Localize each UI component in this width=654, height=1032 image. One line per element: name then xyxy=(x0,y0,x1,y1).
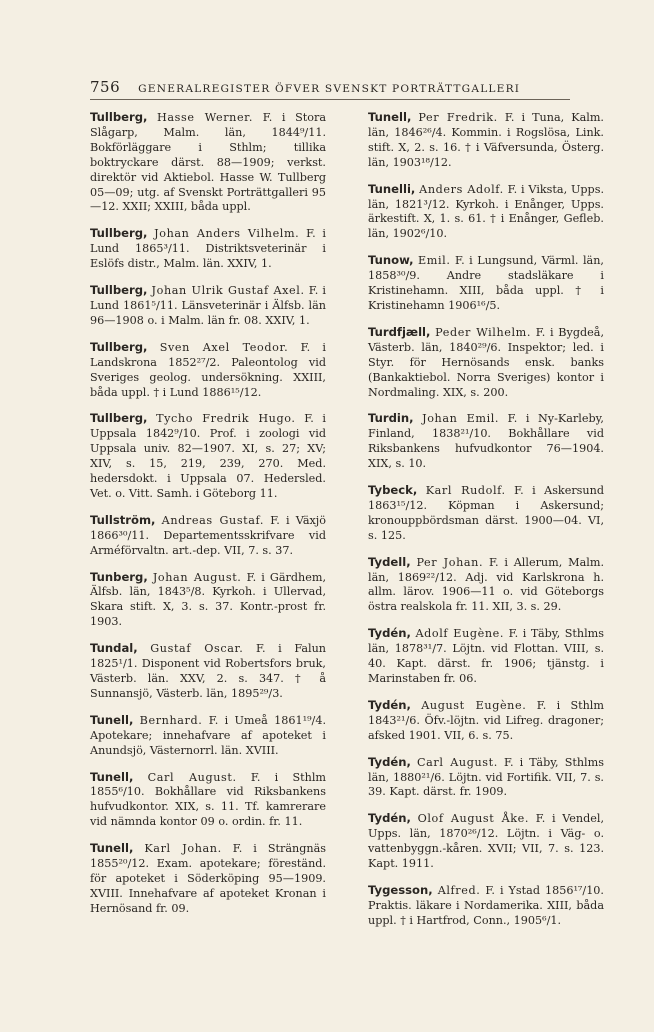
register-entry xyxy=(368,883,604,929)
entry-given-names: Johan Ulrik Gustaf Axel. xyxy=(151,284,305,298)
entry-given-names: Emil. xyxy=(418,254,451,268)
entry-surname: Tunell, xyxy=(90,769,134,784)
register-entry xyxy=(90,226,326,272)
entry-given-names: Bernhard. xyxy=(139,713,203,727)
entry-details: F. i Strängnäs 1855²⁰/12. Exam. apotekare; föreständ. för apoteket i Söderköping 95—1909. XVIII. Innehafvare af apoteket Kronan i Hernösand fr. 09. xyxy=(90,842,326,915)
left-column xyxy=(90,110,326,928)
register-entry xyxy=(368,253,604,314)
entry-details: F. i Sthlm 1855⁶/10. Bokhållare vid Riksbankens hufvudkontor. XIX, s. 11. Tf. kamrerare vid nämnda kontor 09 o. ordin. fr. 11. xyxy=(90,770,327,829)
right-column xyxy=(368,110,604,940)
entry-details: F. i Umeå 1861¹⁹/4. Apotekare; innehafvare af apoteket i Anundsjö, Västernorrl. län. XVIII. xyxy=(90,713,326,757)
entry-given-names: Adolf Eugène. xyxy=(415,627,505,641)
running-title: GENERALREGISTER ÖFVER SVENSKT PORTRÄTTGALLERI xyxy=(138,83,521,95)
entry-surname: Tydén, xyxy=(368,626,411,641)
entry-surname: Turdin, xyxy=(368,411,414,426)
register-entry xyxy=(90,570,326,631)
entry-surname: Tullberg, xyxy=(90,226,148,241)
entry-surname: Tydén, xyxy=(368,697,411,712)
entry-given-names: Sven Axel Teodor. xyxy=(159,340,289,354)
entry-given-names: Carl August. xyxy=(417,755,498,769)
page-header xyxy=(90,78,570,100)
entry-details: F. i Sthlm 1843²¹/6. Öfv.-löjtn. vid Lifreg. dragoner; afsked 1901. VII, 6. s. 75. xyxy=(368,698,604,742)
entry-details: F. i Uppsala 1842⁹/10. Prof. i zoologi vid Uppsala univ. 82—1907. XI, s. 27; XV; XIV, s. 15, 219, 239, 270. Med. hedersdokt. i Uppsala 07. Hedersled. Vet. o. Vitt. Samh. i Göteborg 11. xyxy=(90,412,326,500)
entry-given-names: Anders Adolf. xyxy=(419,182,504,196)
entry-given-names: Per Johan. xyxy=(416,555,484,569)
page-number: 756 xyxy=(90,78,121,96)
register-entry xyxy=(368,698,604,744)
entry-given-names: Gustaf Oscar. xyxy=(150,642,244,656)
register-entry xyxy=(368,325,604,401)
entry-surname: Tybeck, xyxy=(368,483,418,498)
register-entry xyxy=(90,283,326,329)
entry-given-names: Karl Johan. xyxy=(144,842,222,856)
entry-details: F. i Ny-Karleby, Finland, 1838²¹/10. Bokhållare vid Riksbankens hufvudkontor 76—1904. XIX, s. 10. xyxy=(368,412,604,471)
entry-given-names: Tycho Fredrik Hugo. xyxy=(156,412,296,426)
entry-details: F. i Lund 1861⁵/11. Länsveterinär i Älfsb. län 96—1908 o. i Malm. län fr. 08. XXIV, 1. xyxy=(90,284,326,327)
entry-details: F. i Stora Slågarp, Malm. län, 1844⁹/11. Bokförläggare i Sthlm; tillika boktryckare därst. 88—1909; verkst. direktör vid Aktiebol. Hasse W. Tullberg 05—09; utg. af Svenskt Porträttgalleri 95—12. XXII; XXIII, båda uppl. xyxy=(90,111,326,214)
entry-details: F. i Lund 1865³/11. Distriktsveterinär i Eslöfs distr., Malm. län. XXIV, 1. xyxy=(90,227,326,271)
register-entry xyxy=(90,713,326,759)
register-entry xyxy=(368,626,604,687)
register-entry xyxy=(368,555,604,616)
entry-given-names: Johan August. xyxy=(152,570,242,584)
entry-given-names: Hasse Werner. xyxy=(157,111,254,124)
entry-details: F. i Bygdeå, Västerb. län, 1840²⁹/6. Inspektor; led. i Styr. för Hernösands ensk. banks (Bankaktiebol. Norra Sveriges) kontor i Nordmaling. XIX, s. 200. xyxy=(368,325,605,399)
entry-given-names: Andreas Gustaf. xyxy=(161,513,265,527)
entry-details: F. i Växjö 1866³⁰/11. Departementsskrifvare vid Arméförvaltn. art.-dep. VII, 7. s. 37. xyxy=(90,513,327,557)
entry-surname: Tydén, xyxy=(368,811,411,826)
entry-given-names: Johan Anders Vilhelm. xyxy=(154,227,300,241)
entry-surname: Tunow, xyxy=(368,253,414,268)
register-entry xyxy=(368,182,604,243)
entry-given-names: Johan Emil. xyxy=(422,412,500,426)
entry-given-names: Alfred. xyxy=(437,883,481,897)
register-entry xyxy=(368,411,604,472)
entry-surname: Tundal, xyxy=(90,641,138,656)
entry-given-names: Olof August Åke. xyxy=(417,812,530,826)
register-entry xyxy=(90,340,326,401)
entry-surname: Tunell, xyxy=(368,110,412,124)
register-entry xyxy=(90,411,326,501)
entry-given-names: Per Fredrik. xyxy=(418,111,498,124)
entry-details: F. i Lungsund, Värml. län, 1858³⁰/9. Andre stadsläkare i Kristinehamn. XIII, båda uppl. † i Kristinehamn 1906¹⁶/5. xyxy=(368,254,604,312)
entry-details: F. i Vendel, Upps. län, 1870²⁶/12. Löjtn. i Väg- o. vattenbyggn.-kåren. XVII; VII, 7. s. 123. Kapt. 1911. xyxy=(368,812,605,871)
entry-details: F. i Askersund 1863¹⁵/12. Köpman i Askersund; kronouppbördsman därst. 1900—04. VI, s. 125. xyxy=(368,484,604,542)
entry-details: F. i Tuna, Kalm. län, 1846²⁶/4. Kommin. i Rogslösa, Link. stift. X, 2. s. 16. † i Väfversunda, Österg. län, 1903¹⁸/12. xyxy=(368,111,604,169)
register-entry xyxy=(90,641,326,702)
register-entry xyxy=(90,110,326,215)
register-entry xyxy=(368,110,604,171)
entry-surname: Tunelli, xyxy=(368,181,416,196)
register-entry xyxy=(90,841,326,917)
entry-details: F. i Allerum, Malm. län, 1869²²/12. Adj. vid Karlskrona h. allm. lärov. 1906—11 o. vid Göteborgs östra realskola fr. 11. XII, 3. s. 29. xyxy=(368,555,604,614)
register-entry xyxy=(368,483,604,544)
entry-surname: Tullberg, xyxy=(90,283,148,298)
entry-details: F. i Täby, Sthlms län, 1878³¹/7. Löjtn. vid Flottan. VIII, s. 40. Kapt. därst. fr. 1906; tjänstg. i Marinstaben fr. 06. xyxy=(368,627,605,685)
entry-surname: Tullström, xyxy=(90,512,156,527)
register-entry xyxy=(368,755,604,801)
entry-given-names: August Eugène. xyxy=(421,698,527,712)
entry-details: F. i Falun 1825¹/1. Disponent vid Robertsfors bruk, Västerb. län. XXV, 2. s. 347. † å Sunnansjö, Västerb. län, 1895²⁹/3. xyxy=(90,642,326,700)
entry-details: F. i Landskrona 1852²⁷/2. Paleontolog vid Sveriges geolog. undersökning. XXIII, båda uppl. † i Lund 1886¹⁵/12. xyxy=(90,340,327,399)
entry-details: F. i Täby, Sthlms län, 1880²¹/6. Löjtn. vid Fortifik. VII, 7. s. 39. Kapt. därst. fr. 1909. xyxy=(368,755,604,799)
register-entry xyxy=(90,513,326,559)
entry-details: F. i Gärdhem, Älfsb. län, 1843⁵/8. Kyrkoh. i Ullervad, Skara stift. X, 3. s. 37. Kontr.-prost fr. 1903. xyxy=(90,570,326,629)
entry-surname: Tydén, xyxy=(368,754,411,769)
entry-surname: Tydell, xyxy=(368,554,411,569)
entry-details: F. i Ystad 1856¹⁷/10. Praktis. läkare i Nordamerika. XIII, båda uppl. † i Hartfrod, Conn., 1905⁶/1. xyxy=(368,883,604,927)
entry-surname: Tullberg, xyxy=(90,411,148,426)
entry-surname: Tunberg, xyxy=(90,569,148,584)
entry-surname: Tullberg, xyxy=(90,110,148,124)
entry-surname: Tunell, xyxy=(90,712,134,727)
entry-given-names: Peder Wilhelm. xyxy=(435,325,532,339)
entry-details: F. i Viksta, Upps. län, 1821³/12. Kyrkoh. i Enånger, Upps. ärkestift. X, 1. s. 61. † i Enånger, Gefleb. län, 1902⁶/10. xyxy=(368,182,605,241)
entry-surname: Tunell, xyxy=(90,841,134,856)
entry-surname: Turdfjæll, xyxy=(368,324,431,339)
entry-given-names: Carl August. xyxy=(147,770,237,784)
entry-surname: Tygesson, xyxy=(368,882,433,897)
register-entry xyxy=(368,811,604,872)
entry-surname: Tullberg, xyxy=(90,339,148,354)
register-entry xyxy=(90,770,326,831)
entry-given-names: Karl Rudolf. xyxy=(425,484,506,498)
